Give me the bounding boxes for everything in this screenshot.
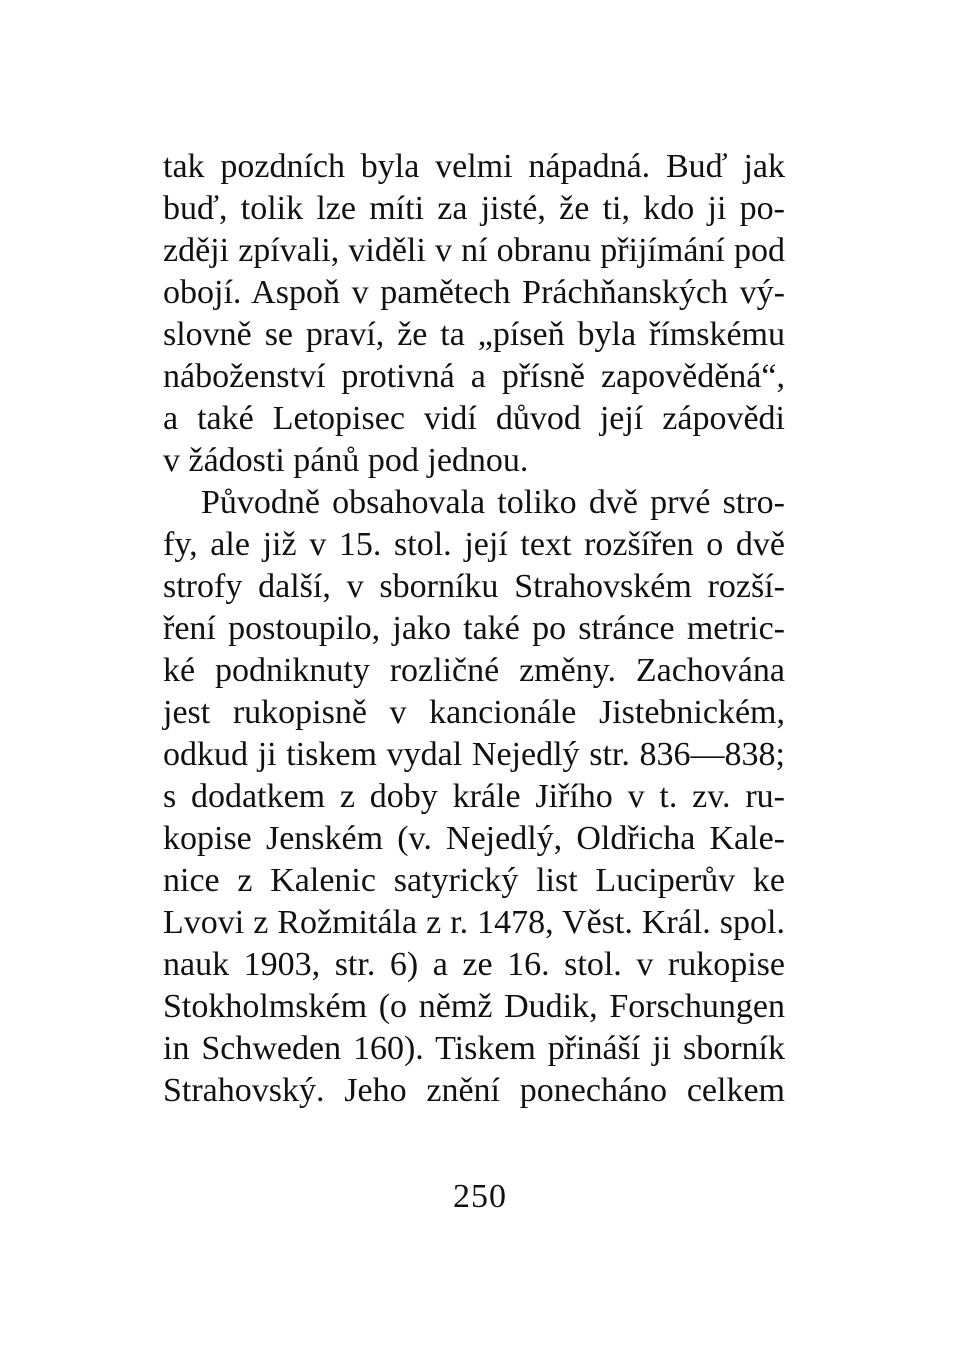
text-line: strofy další, v sborníku Strahovském rozší- [163, 568, 785, 605]
text-line: in Schweden 160). Tiskem přináší ji sborník [163, 1030, 785, 1067]
text-line: Lvovi z Rožmitála z r. 1478, Věst. Král. spol. [163, 904, 785, 941]
text-line: tak pozdních byla velmi nápadná. Buď jak [163, 148, 785, 185]
page-number: 250 [453, 1178, 507, 1215]
text-line: zději zpívali, viděli v ní obranu přijímání pod [163, 232, 785, 269]
text-line: obojí. Aspoň v pamětech Práchňanských vý- [163, 274, 785, 311]
text-line: nauk 1903, str. 6) a ze 16. stol. v rukopise [163, 946, 785, 983]
text-line: s dodatkem z doby krále Jiřího v t. zv. ru- [163, 778, 785, 815]
text-line: Strahovský. Jeho znění ponecháno celkem [163, 1072, 785, 1109]
body-text [163, 146, 785, 1112]
text-line: ké podniknuty rozličné změny. Zachována [163, 652, 785, 689]
text-line: v žádosti pánů pod jednou. [163, 442, 529, 479]
text-line: fy, ale již v 15. stol. její text rozšířen o dvě [163, 526, 785, 563]
text-line: jest rukopisně v kancionále Jistebnickém, [163, 694, 785, 731]
paragraph-first-line: Původně obsahovala toliko dvě prvé stro- [201, 484, 785, 521]
text-line: kopise Jenském (v. Nejedlý, Oldřicha Kale- [163, 820, 785, 857]
text-line: odkud ji tiskem vydal Nejedlý str. 836—838; [163, 736, 785, 773]
text-line: nice z Kalenic satyrický list Luciperův ke [163, 862, 785, 899]
text-line: ření postoupilo, jako také po stránce metric- [163, 610, 785, 647]
text-line: a také Letopisec vidí důvod její zápovědi [163, 400, 785, 437]
text-line: Stokholmském (o němž Dudik, Forschungen [163, 988, 785, 1025]
text-line: náboženství protivná a přísně zapověděná“, [163, 358, 785, 395]
text-line: buď, tolik lze míti za jisté, že ti, kdo ji po- [163, 190, 785, 227]
text-line: slovně se praví, že ta „píseň byla římskému [163, 316, 785, 353]
